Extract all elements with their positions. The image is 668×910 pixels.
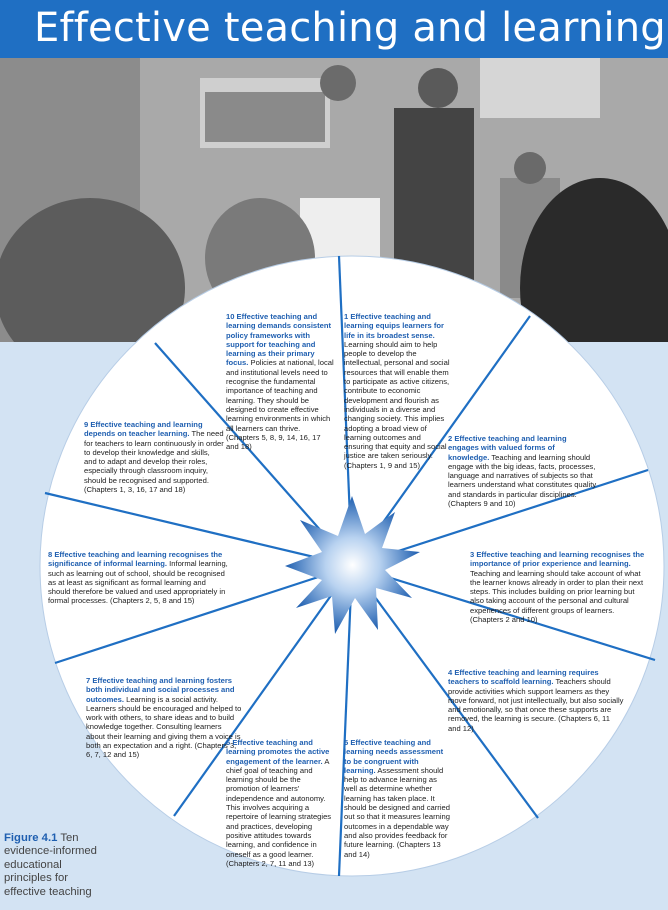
principle-9: [84, 420, 224, 494]
principle-7: [86, 676, 242, 760]
principle-3-heading: 3 Effective teaching and learning recognises the importance of prior experience and learning.: [470, 550, 645, 569]
principle-6-heading: 6 Effective teaching and learning promotes the active engagement of the learner.: [226, 738, 330, 766]
principle-8: [48, 550, 228, 606]
principle-2: [448, 434, 598, 508]
principle-7-body: Learning is a social activity. Learners should be encouraged and helped to work with others, to share ideas and to build knowledge together. Consulting learners about their learning and giving them a voice is both an expectation and a right. (Chapters 3, 6, 7, 12 and 15): [86, 694, 242, 760]
principle-3: [470, 550, 648, 624]
principle-7-heading: 7 Effective teaching and learning fosters both individual and social processes and outcomes.: [86, 676, 235, 704]
principle-10: [226, 312, 334, 451]
principle-1-body: Learning should aim to help people to develop the intellectual, personal and social resources that will enable them to participate as active citizens, contribute to economic development and flourish as individuals in a diverse and changing society. This implies adopting a broad view of learning outcomes and ensuring that equity and social justice are taken seriously. (Chapters 1, 9 and 15): [344, 339, 450, 470]
principle-2-heading: 2 Effective teaching and learning engages with valued forms of knowledge.: [448, 434, 567, 462]
principle-5-heading: 5 Effective teaching and learning needs assessment to be congruent with learning.: [344, 738, 444, 775]
principle-6: [226, 738, 332, 868]
principle-10-body: Policies at national, local and institutional levels need to recognise the fundamental importance of teaching and learning. They should be designed to create effective learning environments in which all learners can thrive. (Chapters 5, 8, 9, 14, 16, 17 and 18): [226, 358, 334, 452]
principle-1: [344, 312, 452, 470]
principle-5-body: Assessment should help to advance learning as well as determine whether learning has taken place. It should be designed and carried out so that it measures learning outcomes in a dependable way and also provides feedback for future learning. (Chapters 13 and 14): [344, 765, 450, 859]
principle-10-heading: 10 Effective teaching and learning demands consistent policy frameworks with support for teaching and learning as their primary focus.: [226, 312, 332, 368]
principle-8-body: Informal learning, such as learning out of school, should be recognised as at least as significant as formal learning and should therefore be valued and used appropriately in formal processes. (Chapters 2, 5, 8 and 15): [48, 559, 228, 606]
principle-6-body: A chief goal of teaching and learning should be the promotion of learners' independence and autonomy. This involves acquiring a repertoire of learning strategies and practices, developing positive attitudes towards learning, and confidence in oneself as a good learner. (Chapters 2, 7, 11 and 13): [226, 756, 332, 868]
page-title: Effective teaching and learning: [34, 5, 666, 51]
principle-2-body: Teaching and learning should engage with the big ideas, facts, processes, language and narratives of subjects so that learners understand what constitutes quality and standards in particular disciplines. (Chapters 9 and 10): [448, 452, 597, 509]
principle-4: [448, 668, 624, 733]
principle-1-heading: 1 Effective teaching and learning equips learners for life in its broadest sense.: [344, 312, 445, 340]
principle-5: [344, 738, 450, 859]
principle-9-body: The need for teachers to learn continuously in order to develop their knowledge and skills, and to adapt and develop their roles, especially through classroom inquiry, should be recognised and supported. (Chapters 1, 3, 16, 17 and 18): [84, 429, 224, 495]
principle-4-body: Teachers should provide activities which support learners as they move forward, not just intellectually, but also socially and emotionally, so that once these supports are removed, the learning is secure. (Chapters 6, 11 and 12): [448, 677, 624, 733]
principle-4-heading: 4 Effective teaching and learning requires teachers to scaffold learning.: [448, 668, 599, 687]
principle-9-heading: 9 Effective teaching and learning depends on teacher learning.: [84, 420, 203, 439]
figure-caption: [4, 832, 104, 899]
principle-8-heading: 8 Effective teaching and learning recognises the significance of informal learning.: [48, 550, 223, 569]
figure-caption-text: Ten evidence-informed educational principles for effective teaching: [4, 832, 97, 898]
principle-3-body: Teaching and learning should take account of what the learner knows already in order to plan their next steps. This includes building on prior learning but also taking account of the personal and cultural experiences of different groups of learners. (Chapters 2 and 10): [470, 568, 644, 625]
figure-number: Figure 4.1: [4, 832, 58, 844]
